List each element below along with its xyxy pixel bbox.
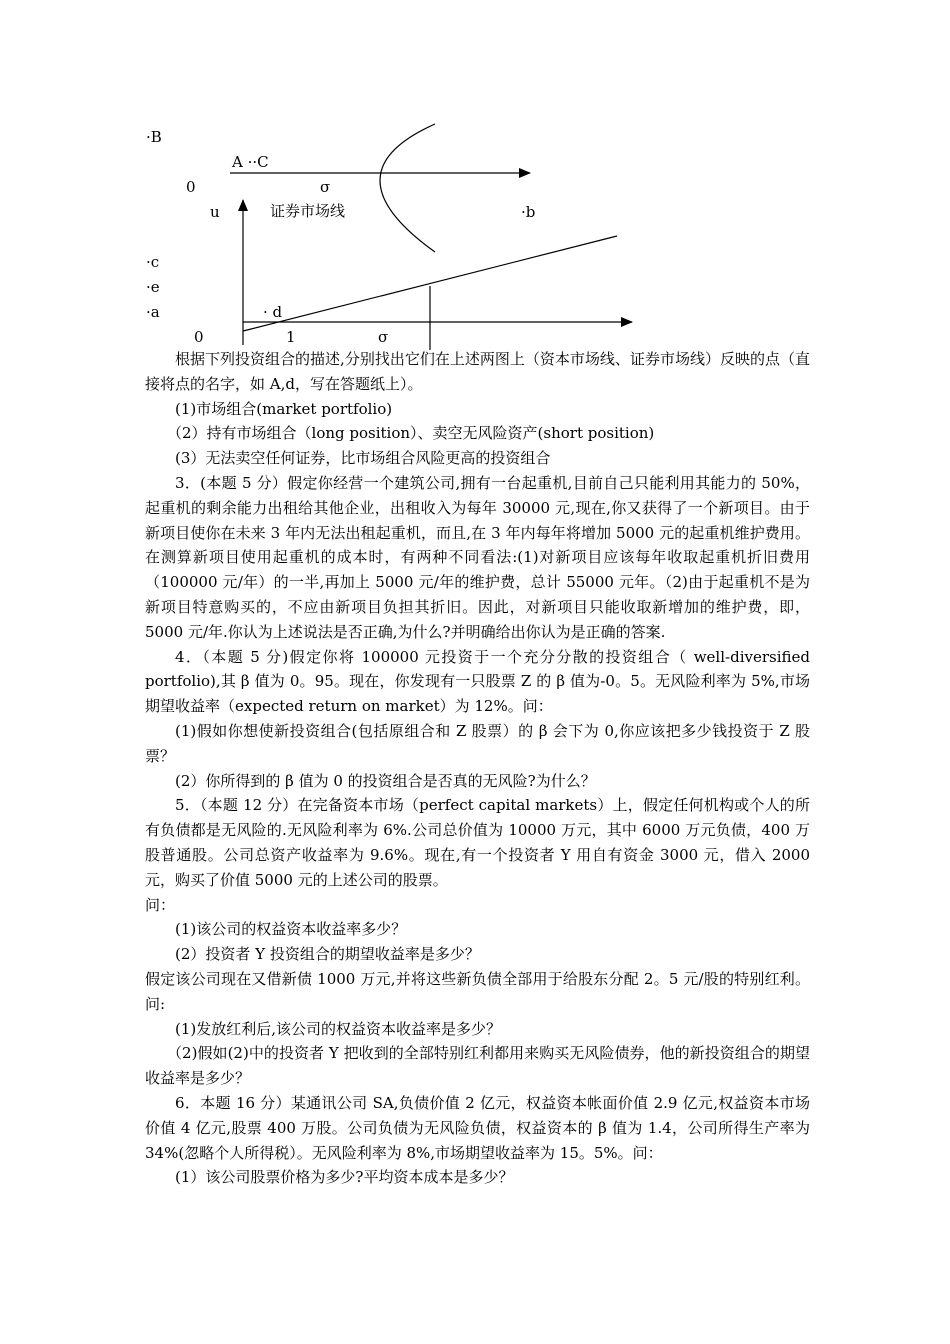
question-4: 4．（本题 5 分)假定你将 100000 元投资于一个充分分散的投资组合（ well-diversified portfolio),其 β 值为 0。95。现在，你发现有一只股票 Z 的 β 值为-0。5。无风险利率为 5%,市场期望收益率（expected return on market）为 12%。问：	[145, 647, 810, 716]
question-5-part-3: (1)发放红利后,该公司的权益资本收益率是多少？	[175, 1019, 502, 1038]
question-4-part-2: (2）你所得到的 β 值为 0 的投资组合是否真的无风险?为什么？	[175, 771, 596, 790]
question-5-part-4: （2)假如(2)中的投资者 Y 把收到的全部特别红利都用来购买无风险债券，他的新投资组合的期望收益率是多少？	[145, 1044, 810, 1088]
point-a-label: ·a	[146, 303, 160, 321]
question-5-ask: 问：	[145, 895, 176, 914]
question-5-part-1: (1)该公司的权益资本收益率多少？	[175, 920, 407, 939]
upper-sigma-label: σ	[320, 178, 331, 196]
question-5-part-2: (2）投资者 Y 投资组合的期望收益率是多少？	[175, 945, 480, 964]
point-c-label: ·c	[146, 253, 160, 271]
item-no-short-selling: (3）无法卖空任何证券，比市场组合风险更高的投资组合	[175, 449, 551, 468]
instruction-paragraph: 根据下列投资组合的描述,分别找出它们在上述两图上（资本市场线、证券市场线）反映的点（直接将点的名字，如 A,d，写在答题纸上）。	[145, 350, 810, 393]
item-market-portfolio: (1)市场组合(market portfolio)	[175, 399, 393, 418]
sml-title-label: 证券市场线	[270, 202, 346, 220]
question-6-part-1: (1）该公司股票价格为多少?平均资本成本是多少？	[175, 1168, 514, 1187]
question-6: 6．本题 16 分）某通讯公司 SA,负债价值 2 亿元，权益资本帐面价值 2.9 亿元,权益资本市场价值 4 亿元,股票 400 万股。公司负债为无风险负债，权益资本的 β 值为 1.4，公司所得生产率为 34%(忽略个人所得税）。无风险利率为 8%,市场期望收益率为 15。5%。问：	[145, 1093, 810, 1162]
question-5-scenario: 假定该公司现在又借新债 1000 万元,并将这些新负债全部用于给股东分配 2。5 元/股的特别红利。问:	[145, 969, 810, 1013]
point-b-label: ·b	[521, 203, 536, 221]
point-e-label: ·e	[146, 278, 160, 296]
item-long-short: （2）持有市场组合（long position）、卖空无风险资产(short position)	[167, 424, 655, 443]
efficient-frontier-curve	[380, 124, 435, 252]
question-5: 5．（本题 12 分）在完备资本市场（perfect capital markets）上，假定任何机构或个人的所有负债都是无风险的.无风险利率为 6%.公司总价值为 10000 万元，其中 6000 万元负债，400 万股普通股。公司总资产收益率为 9.6%。现在,有一个投资者 Y 用自有资金 3000 元，借入 2000 元，购买了价值 5000 元的上述公司的股票。	[145, 796, 810, 889]
lower-one-label: 1	[286, 328, 296, 346]
u-axis-label: u	[210, 203, 220, 221]
question-text	[145, 347, 810, 1190]
question-4-part-1: (1)假如你想使新投资组合(包括原组合和 Z 股票）的 β 会下为 0,你应该把多少钱投资于 Z 股票？	[145, 721, 810, 765]
point-B-label: ·B	[146, 128, 162, 146]
point-A-C-label: A ··C	[232, 153, 269, 171]
upper-origin-label: 0	[186, 178, 196, 196]
point-d-label: · d	[263, 303, 283, 321]
lower-origin-label: 0	[194, 328, 204, 346]
question-3: 3．(本题 5 分）假定你经营一个建筑公司,拥有一台起重机,目前自己只能利用其能力的 50%，起重机的剩余能力出租给其他企业，出租收入为每年 30000 元,现在,你又获得了一个新项目。由于新项目使你在未来 3 年内无法出租起重机，而且,在 3 年内每年将增加 5000 元的起重机维护费用。在测算新项目使用起重机的成本时，有两种不同看法:(1)对新项目应该每年收取起重机折旧费用（100000 元/年）的一半,再加上 5000 元/年的维护费，总计 55000 元年。（2)由于起重机不是为新项目特意购买的，不应由新项目负担其折旧。因此，对新项目只能收取新增加的维护费，即，5000 元/年.你认为上述说法是否正确,为什么?并明确给出你认为是正确的答案.	[145, 473, 810, 641]
lower-sigma-label: σ	[378, 328, 389, 346]
figure-diagrams	[0, 0, 950, 350]
